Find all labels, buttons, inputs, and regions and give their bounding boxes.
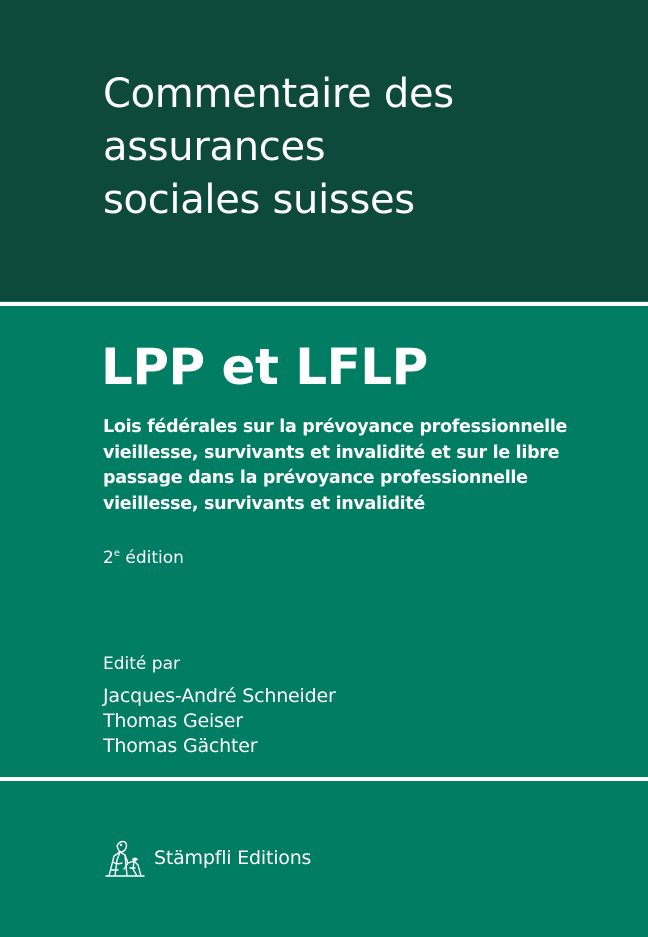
editor-name: Jacques-André Schneider [103, 685, 336, 707]
publisher-imprint [103, 832, 311, 880]
bottom-divider [0, 777, 648, 781]
top-divider [0, 302, 648, 306]
series-title-line: sociales suisses [103, 177, 415, 223]
edition-superscript: e [113, 548, 120, 559]
publisher-name: Stämpfli Editions [154, 847, 312, 869]
series-title-line: Commentaire des [103, 71, 454, 117]
editor-name: Thomas Geiser [103, 710, 243, 732]
book-title: LPP et LFLP [101, 338, 428, 396]
edited-by-label: Edité par [103, 654, 180, 674]
series-band [0, 0, 648, 301]
edition-label [103, 546, 184, 570]
edition-text: édition [119, 548, 184, 568]
series-title-line: assurances [103, 124, 326, 170]
edition-number: 2 [103, 548, 114, 568]
subtitle-line: Lois fédérales sur la prévoyance professionnelle [103, 417, 568, 437]
editor-list [103, 684, 336, 759]
subtitle-line: vieillesse, survivants et invalidité et sur le libre [103, 442, 560, 463]
subtitle-line: passage dans la prévoyance professionnelle [103, 468, 528, 488]
series-title [103, 68, 454, 227]
subtitle-line: vieillesse, survivants et invalidité [103, 493, 425, 514]
editor-name: Thomas Gächter [103, 735, 258, 757]
stampfli-figure-logo-icon [103, 832, 147, 880]
book-subtitle [103, 415, 567, 517]
